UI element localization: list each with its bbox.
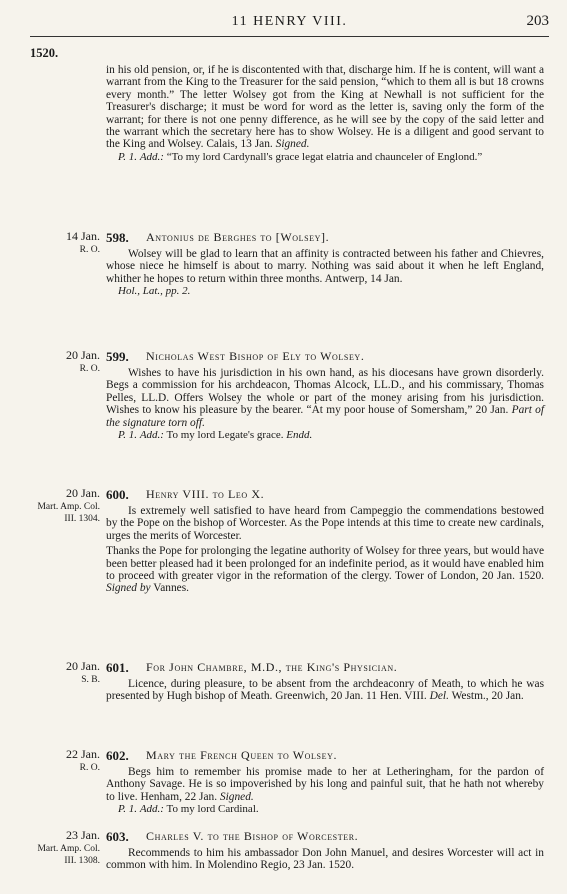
entry-margin [30,230,100,256]
continuation-note: P. 1. Add.: “To my lord Cardynall's grace legat elatria and chaunceler of Englond.” [118,150,483,163]
entry-text: Wishes to have his jurisdiction in his own hand, as his diocesans have grown disorderly. Begs a commission for his archdeacon, Thomas Alcock, LL.D., and his commissary, Thomas Pelles, LL.D. Offers Wolsey the whole or part of the money arising from his jurisdiction. Wishes to know his pleasure by the bearer. “At my poor house of Somersham,” 20 Jan. [106,367,544,417]
entry-text-2: Thanks the Pope for prolonging the legatine authority of Wolsey for three years, but would have been better pleased had it been prolonged for an indefinite period, as it would have enabled him to proceed with greater vigor in the reformation of the clergy. Tower of London, 20 Jan. 1520. [106,545,544,583]
entry-note: Hol., Lat., pp. 2. [118,285,191,298]
entry-body [106,847,544,872]
entry-date: 20 Jan. [66,486,100,500]
entry-title: Henry VIII. to Leo X. [146,487,265,501]
page-number: 203 [526,13,549,29]
entry-source: R. O. [79,364,100,374]
entry-date: 23 Jan. [66,828,100,842]
entry-text: Begs him to remember his promise made to her at Letheringham, for the pardon of Anthony Savage. He is so impoverished by his long and painful suit, that he hath not whereby to live. Henham, 22 Jan. [106,766,544,803]
entry-source: Mart. Amp. Col. III. 1308. [37,844,100,866]
entry-body [106,248,544,298]
entry-body [106,367,544,441]
page-header [30,10,549,34]
entry-title: Mary the French Queen to Wolsey. [146,748,338,762]
entry-title: Charles V. to the Bishop of Worcester. [146,829,359,843]
entry-number: 599. [106,349,129,364]
entry-margin [30,748,100,774]
entry-number: 603. [106,829,129,844]
entry-text: Recommends to him his ambassador Don John Manuel, and desires Worcester will act in common with him. In Molendino Regio, 23 Jan. 1520. [106,847,544,872]
entry-italic-tail: Part of the signature torn off. [106,404,544,429]
entry-signed-by: Signed by [106,582,151,595]
entry-date: 22 Jan. [66,747,100,761]
running-head: 11 HENRY VIII. [231,14,348,29]
entry-margin [30,349,100,375]
entry-number: 602. [106,748,129,763]
entry-number: 600. [106,487,129,502]
entry-title: Nicholas West Bishop of Ely to Wolsey. [146,349,365,363]
entry-signer: Vannes. [153,582,190,595]
continuation-paragraph: in his old pension, or, if he is discontented with that, discharge him. If he is content, will want a warrant from the King to the Treasurer for the said pension, “which to them all is but 18 crowns every month.” The letter Wolsey got from the King at Newhall is not sufficient for the Treasurer's discharge; it must be word for word as the letter is, saving only the form of the warrant; for there is not one penny difference, as he will see by the copy of the said letter and the warrant which the secretary here has to show Wolsey. He is a diligent and good servant to the King and Wolsey. Calais, 13 Jan. [106,64,544,151]
entry-tail-after: Westm., 20 Jan. [451,690,524,703]
entry-source: R. O. [79,245,100,255]
entry-date: 20 Jan. [66,348,100,362]
entry-text: Is extremely well satisfied to have heard from Campeggio the commendations bestowed by the Pope on the bishop of Worcester. As the Pope intends at this time to create new cardinals, urges the merits of Worcester. [106,505,544,542]
entry-date: 14 Jan. [66,229,100,243]
entry-body [106,505,544,595]
entry-source: Mart. Amp. Col. III. 1304. [37,502,100,524]
entry-note: P. 1. Add.: To my lord Legate's grace. Endd. [118,429,313,442]
header-rule [30,36,549,37]
entry-margin [30,660,100,686]
entry-margin [30,487,100,525]
entry-text: Licence, during pleasure, to be absent from the archdeaconry of Meath, to which he was presented by Hugh bishop of Meath. Greenwich, 20 Jan. 11 Hen. VIII. [106,678,544,703]
entry-number: 601. [106,660,129,675]
entry-signed: Signed. [219,790,254,803]
entry-body [106,678,544,703]
entry-margin [30,829,100,867]
entry-text: Wolsey will be glad to learn that an affinity is contracted between his father and Chievres, whose niece he himself is about to marry. Nothing was said about it when he left England, whither he hopes to return within three months. Antwerp, 14 Jan. [106,248,544,285]
entry-title: For John Chambre, M.D., the King's Physician. [146,660,398,674]
entry-note: P. 1. Add.: To my lord Cardinal. [118,803,259,816]
entry-number: 598. [106,230,129,245]
continuation-signed: Signed. [275,138,310,151]
entry-date: 20 Jan. [66,659,100,673]
entry-source: S. B. [81,675,100,685]
entry-title: Antonius de Berghes to [Wolsey]. [146,230,330,244]
year-marker: 1520. [30,46,59,60]
entry-body [106,766,544,816]
entry-source: R. O. [79,763,100,773]
entry-italic-tail: Del. [429,690,449,703]
continuation-text [106,64,544,163]
